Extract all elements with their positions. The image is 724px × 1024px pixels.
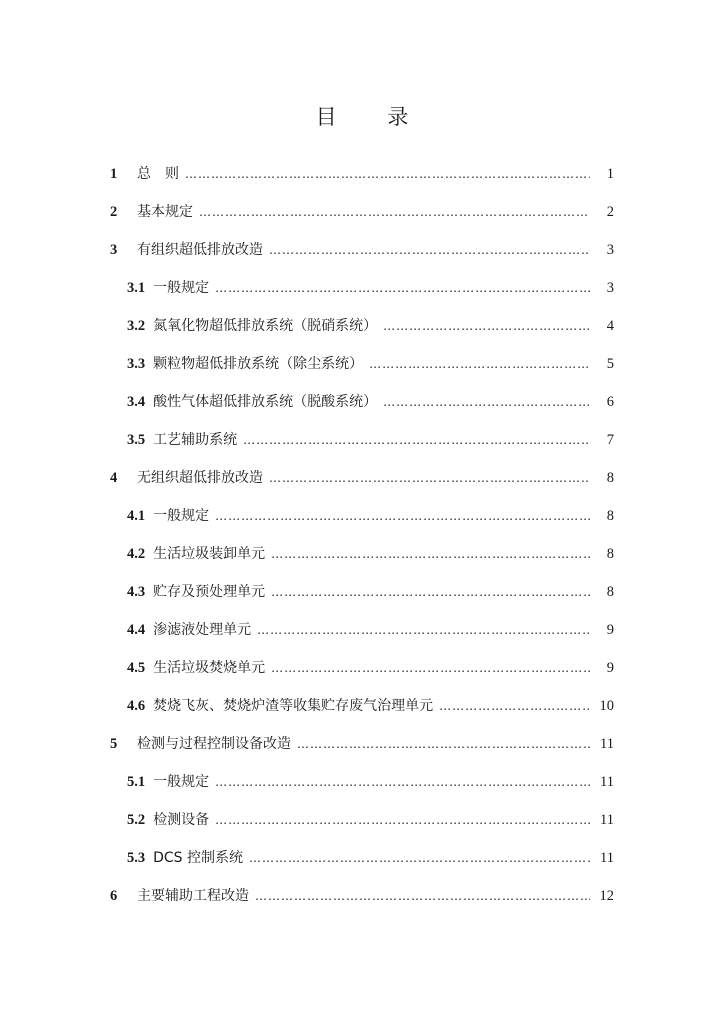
toc-entry-page: 4 bbox=[606, 318, 614, 334]
dot-leader bbox=[199, 200, 590, 224]
toc-entry-label: 检测与过程控制设备改造 bbox=[137, 736, 291, 752]
toc-entry-page: 3 bbox=[606, 280, 614, 296]
dot-leader bbox=[271, 580, 590, 604]
toc-entry-page: 1 bbox=[606, 166, 614, 182]
dot-leader bbox=[185, 162, 590, 186]
toc-entry[interactable] bbox=[110, 732, 614, 756]
toc-entry-number: 4.4 bbox=[127, 622, 146, 638]
toc-entry-page: 7 bbox=[606, 432, 614, 448]
toc-entry-number: 1 bbox=[110, 166, 118, 182]
toc-subentry[interactable] bbox=[127, 428, 614, 452]
dot-leader bbox=[257, 618, 590, 642]
toc-entry-label: 氮氧化物超低排放系统（脱硝系统） bbox=[153, 318, 378, 334]
toc-entry-label: 主要辅助工程改造 bbox=[137, 888, 249, 904]
toc-entry-label: 基本规定 bbox=[137, 204, 193, 220]
toc-entry-label: 渗滤液处理单元 bbox=[153, 622, 252, 638]
toc-entry-page: 3 bbox=[606, 242, 614, 258]
toc-entry-label: 工艺辅助系统 bbox=[153, 432, 238, 448]
toc-entry-number: 4.2 bbox=[127, 546, 146, 562]
toc-subentry[interactable] bbox=[127, 314, 614, 338]
toc-entry-number: 3 bbox=[110, 242, 118, 258]
toc-entry-page: 2 bbox=[606, 204, 614, 220]
dot-leader bbox=[269, 466, 590, 490]
toc-entry-page: 11 bbox=[600, 736, 614, 752]
toc-subentry[interactable] bbox=[127, 580, 614, 604]
toc-entry-number: 3.4 bbox=[127, 394, 146, 410]
toc-entry-number: 2 bbox=[110, 204, 118, 220]
dot-leader bbox=[383, 314, 590, 338]
dot-leader bbox=[269, 238, 590, 262]
toc-subentry[interactable] bbox=[127, 542, 614, 566]
dot-leader bbox=[271, 542, 590, 566]
toc-entry-number: 3.3 bbox=[127, 356, 146, 372]
toc-entry-number: 6 bbox=[110, 888, 118, 904]
toc-entry-number: 4.5 bbox=[127, 660, 146, 676]
toc-entry-label: 贮存及预处理单元 bbox=[153, 584, 266, 600]
toc-entry-number: 4 bbox=[110, 470, 118, 486]
toc-entry-number: 5.3 bbox=[127, 850, 146, 866]
toc-subentry[interactable] bbox=[127, 808, 614, 832]
dot-leader bbox=[249, 846, 590, 870]
toc-entry-number: 4.3 bbox=[127, 584, 146, 600]
toc-entry[interactable] bbox=[110, 162, 614, 186]
toc-entry-number: 5.2 bbox=[127, 812, 146, 828]
toc-entry-page: 11 bbox=[600, 812, 614, 828]
toc-subentry[interactable] bbox=[127, 276, 614, 300]
dot-leader bbox=[439, 694, 590, 718]
dot-leader bbox=[243, 428, 590, 452]
toc-entry-number: 4.1 bbox=[127, 508, 146, 524]
page-title: 目 录 bbox=[315, 105, 431, 129]
toc-entry-page: 8 bbox=[606, 584, 614, 600]
toc-entry-number: 3.2 bbox=[127, 318, 146, 334]
toc-entry-label: 无组织超低排放改造 bbox=[137, 470, 263, 486]
dot-leader bbox=[215, 504, 590, 528]
toc-entry-page: 8 bbox=[606, 508, 614, 524]
toc-subentry[interactable] bbox=[127, 618, 614, 642]
dot-leader bbox=[215, 276, 590, 300]
toc-entry-label: 酸性气体超低排放系统（脱酸系统） bbox=[153, 394, 378, 410]
toc-entry-page: 12 bbox=[599, 888, 614, 904]
dot-leader bbox=[369, 352, 590, 376]
toc-entry-page: 8 bbox=[606, 470, 614, 486]
toc-entry-label: 总 则 bbox=[137, 166, 179, 182]
dot-leader bbox=[255, 884, 590, 908]
toc-entry-page: 5 bbox=[606, 356, 614, 372]
toc-entry-page: 9 bbox=[606, 622, 614, 638]
toc-entry-page: 8 bbox=[606, 546, 614, 562]
dot-leader bbox=[215, 770, 590, 794]
toc-entry-page: 6 bbox=[606, 394, 614, 410]
toc-entry-label: 一般规定 bbox=[153, 774, 210, 790]
dot-leader bbox=[271, 656, 590, 680]
toc-entry-label: DCS 控制系统 bbox=[153, 850, 244, 866]
dot-leader bbox=[297, 732, 590, 756]
toc-entry-number: 3.5 bbox=[127, 432, 146, 448]
toc-entry-number: 5 bbox=[110, 736, 118, 752]
toc-entry[interactable] bbox=[110, 200, 614, 224]
dot-leader bbox=[215, 808, 590, 832]
toc-entry-page: 10 bbox=[599, 698, 614, 714]
toc-subentry[interactable] bbox=[127, 390, 614, 414]
toc-subentry[interactable] bbox=[127, 770, 614, 794]
toc-entry-number: 3.1 bbox=[127, 280, 146, 296]
toc-entry-label: 检测设备 bbox=[153, 812, 210, 828]
toc-subentry[interactable] bbox=[127, 352, 614, 376]
toc-entry-page: 9 bbox=[606, 660, 614, 676]
toc-entry-page: 11 bbox=[600, 850, 614, 866]
dot-leader bbox=[383, 390, 590, 414]
toc-entry-label: 一般规定 bbox=[153, 280, 210, 296]
toc-entry-page: 11 bbox=[600, 774, 614, 790]
toc-entry-label: 生活垃圾装卸单元 bbox=[153, 546, 266, 562]
toc-entry-label: 焚烧飞灰、焚烧炉渣等收集贮存废气治理单元 bbox=[153, 698, 434, 714]
toc-subentry[interactable] bbox=[127, 846, 614, 870]
toc-subentry[interactable] bbox=[127, 656, 614, 680]
toc-entry-label: 有组织超低排放改造 bbox=[137, 242, 263, 258]
toc-entry[interactable] bbox=[110, 884, 614, 908]
toc-entry-number: 5.1 bbox=[127, 774, 146, 790]
toc-entry-number: 4.6 bbox=[127, 698, 146, 714]
toc-entry[interactable] bbox=[110, 238, 614, 262]
toc-entry-label: 一般规定 bbox=[153, 508, 210, 524]
toc-entry-label: 颗粒物超低排放系统（除尘系统） bbox=[153, 356, 364, 372]
toc-entry[interactable] bbox=[110, 466, 614, 490]
toc-subentry[interactable] bbox=[127, 694, 614, 718]
toc-subentry[interactable] bbox=[127, 504, 614, 528]
toc-entry-label: 生活垃圾焚烧单元 bbox=[153, 660, 266, 676]
